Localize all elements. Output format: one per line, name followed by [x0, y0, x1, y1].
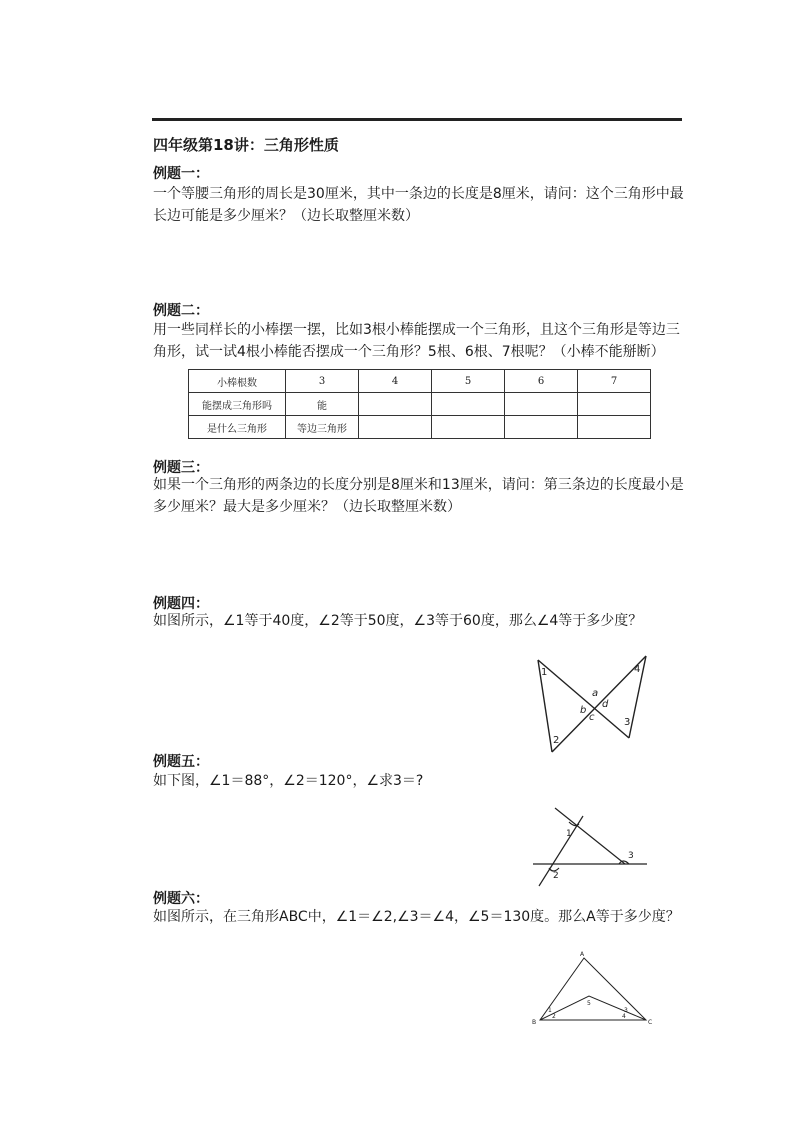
- example-5-text: 如下图，∠1＝88°，∠2＝120°，∠求3＝?: [153, 773, 424, 789]
- example-3-label: 例题三：: [153, 460, 209, 476]
- page-title: 四年级第18讲：三角形性质: [153, 136, 339, 154]
- fig6-triangle-abc: [540, 958, 646, 1020]
- table-cell: [359, 416, 432, 439]
- fig6-label-b: B: [532, 1019, 537, 1026]
- example-4-label: 例题四：: [153, 596, 209, 612]
- fig6-label-5: 5: [587, 1000, 591, 1007]
- example-1-text: 一个等腰三角形的周长是30厘米，其中一条边的长度是8厘米，请问：这个三角形中最长边可能是多少厘米？（边长取整厘米数）: [153, 186, 684, 224]
- example-5-label: 例题五：: [153, 754, 209, 770]
- example-3-text: 如果一个三角形的两条边的长度分别是8厘米和13厘米，请问：第三条边的长度最小是多少厘米？最大是多少厘米？（边长取整厘米数）: [153, 477, 684, 515]
- table-cell: 4: [359, 370, 432, 393]
- fig6-label-c: C: [648, 1019, 653, 1026]
- example-1-label: 例题一：: [153, 166, 209, 182]
- table-cell: [359, 393, 432, 416]
- table-cell: [578, 416, 651, 439]
- example-4-text: 如图所示，∠1等于40度，∠2等于50度，∠3等于60度，那么∠4等于多少度？: [153, 613, 643, 629]
- table-row: [189, 416, 651, 439]
- fig4-label-b: b: [580, 705, 587, 716]
- example-6-label: 例题六：: [153, 891, 209, 907]
- fig5-line: [539, 816, 583, 886]
- fig6-label-a: A: [580, 951, 585, 958]
- table-cell: 等边三角形: [286, 416, 359, 439]
- fig4-label-a: a: [592, 688, 599, 699]
- fig4-label-4: 4: [634, 664, 641, 675]
- table-row: [189, 393, 651, 416]
- sticks-table: [188, 369, 651, 439]
- example-2-label: 例题二：: [153, 303, 209, 319]
- table-cell: 3: [286, 370, 359, 393]
- fig6-inner-lines: [540, 996, 646, 1020]
- example-2-text: 用一些同样长的小棒摆一摆，比如3根小棒能摆成一个三角形，且这个三角形是等边三角形，试一试4根小棒能否摆成一个三角形？5根、6根、7根呢？（小棒不能掰断）: [153, 322, 680, 360]
- fig6-label-1: 1: [548, 1007, 552, 1014]
- fig5-label-3: 3: [628, 851, 634, 861]
- table-cell: [432, 393, 505, 416]
- fig4-line: [538, 660, 629, 738]
- fig4-label-1: 1: [541, 667, 548, 678]
- fig4-line: [552, 656, 646, 752]
- table-cell: 5: [432, 370, 505, 393]
- table-cell: 能: [286, 393, 359, 416]
- table-cell: 6: [505, 370, 578, 393]
- fig5-label-1: 1: [566, 829, 572, 839]
- fig4-label-2: 2: [553, 735, 560, 746]
- fig4-label-c: c: [589, 712, 595, 723]
- table-header-row: [189, 370, 651, 393]
- example-6-text: 如图所示，在三角形ABC中，∠1＝∠2,∠3＝∠4，∠5＝130度。那么A等于多少度？: [153, 909, 680, 925]
- figure-4-butterfly: [520, 640, 660, 760]
- figure-5: [525, 800, 655, 890]
- table-cell: 7: [578, 370, 651, 393]
- table-cell: [505, 416, 578, 439]
- fig4-label-d: d: [602, 699, 609, 710]
- fig4-label-3: 3: [624, 717, 631, 728]
- table-cell: [432, 416, 505, 439]
- figure-6-triangle: [528, 948, 658, 1030]
- table-cell: 是什么三角形: [189, 416, 286, 439]
- fig5-label-2: 2: [553, 871, 559, 881]
- top-rule: [152, 118, 682, 121]
- fig6-label-4: 4: [622, 1013, 626, 1020]
- fig6-label-2: 2: [552, 1013, 556, 1020]
- table-cell: [578, 393, 651, 416]
- table-cell: 小棒根数: [189, 370, 286, 393]
- fig6-label-3: 3: [624, 1007, 628, 1014]
- table-cell: 能摆成三角形吗: [189, 393, 286, 416]
- table-cell: [505, 393, 578, 416]
